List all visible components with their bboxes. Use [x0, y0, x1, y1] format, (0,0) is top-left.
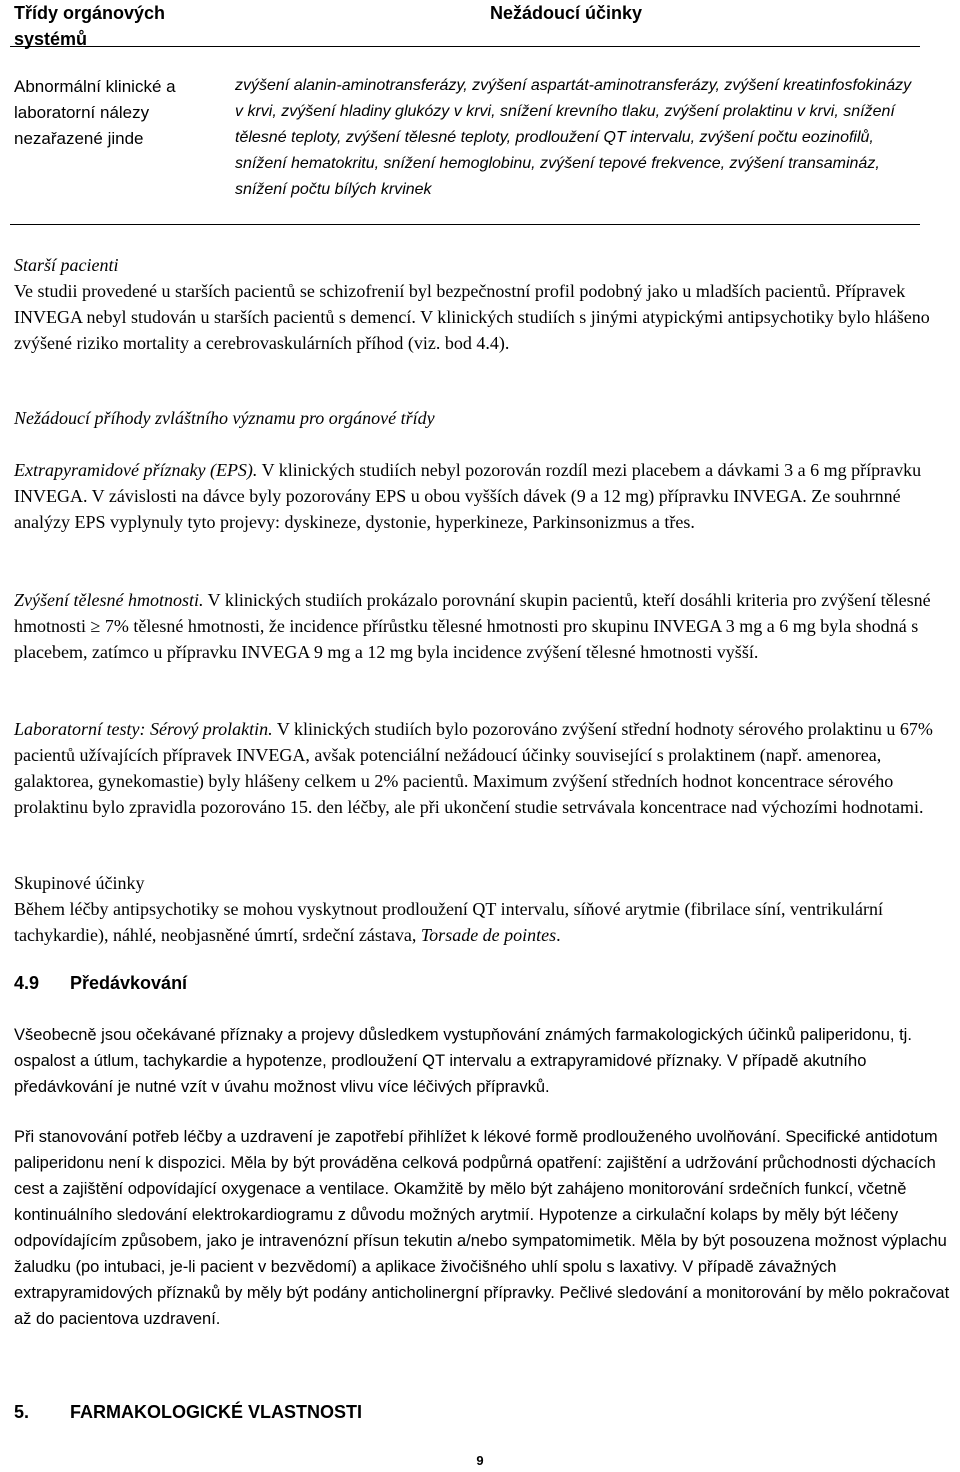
overdose-paragraph-2: Při stanovování potřeb léčby a uzdravení je zapotřebí přihlížet k lékové formě prodlouženého uvolňování. Specifické antidotum paliperidonu není k dispozici. Měla by být prováděna celková podpůrná opatření: zajištění a udržování průchodnosti dýchacích cest a zajištění odpovídající oxygenace a ventilace. Okamžitě by mělo být zahájeno monitorování srdečních funkcí, včetně kontinuálního sledování elektrokardiogramu z důvodu možných arytmií. Hypotenze a cirkulační kolaps by měly být léčeny odpovídajícím způsobem, jako je intravenózní přísun tekutin a/nebo sympatomimetik. Měla by být posouzena možnost výplachu žaludku (po intubaci, je-li pacient v bezvědomí) a aplikace živočišného uhlí spolu s laxativy. V případě závažných extrapyramidových příznaků by měly být podány anticholinergní přípravky. Pečlivé sledování a monitorování by mělo pokračovat až do pacientova uzdravení.	[14, 1128, 950, 1328]
weight-text-b: 7% tělesné hmotnosti, že incidence přírůstku tělesné hmotnosti pro skupinu INVEGA 3 mg a 6 mg byla shodná s placebem, zatímco u přípravku INVEGA 9 mg a 12 mg byla incidence zvýšení tělesné hmotnosti vyšší.	[14, 616, 919, 662]
section-4-9-heading	[14, 970, 187, 996]
organ-class-cell: Abnormální klinické a laboratorní nálezy nezařazené jinde	[14, 77, 176, 148]
table-header-row	[10, 0, 920, 47]
eps-paragraph	[14, 457, 954, 535]
greater-equal-symbol: ≥	[90, 616, 101, 636]
section-number: 4.9	[14, 973, 40, 993]
section-number: 5.	[14, 1402, 30, 1422]
elderly-title: Starší pacienti	[14, 255, 119, 275]
class-effects-section	[14, 870, 954, 948]
weight-paragraph	[14, 587, 954, 665]
weight-lead: Zvýšení tělesné hmotnosti.	[14, 590, 204, 610]
prolactin-paragraph	[14, 716, 954, 820]
header-organ-class: Třídy orgánových systémů	[14, 3, 166, 49]
page-number: 9	[476, 1453, 484, 1468]
adverse-effects-table	[10, 0, 920, 225]
section-title: FARMAKOLOGICKÉ VLASTNOSTI	[70, 1402, 362, 1422]
prolactin-lead: Laboratorní testy: Sérový prolaktin.	[14, 719, 273, 739]
eps-text: V klinických studiích nebyl pozorován rozdíl mezi placebem a dávkami 3 a 6 mg přípravku INVEGA. V závislosti na dávce byly pozorovány EPS u obou vyšších dávek (9 a 12 mg) přípravku INVEGA. Ze souhrnné analýzy EPS vyplynuly tyto projevy: dyskineze, dystonie, hyperkineze, Parkinsonizmus a třes.	[14, 460, 922, 532]
table-row	[10, 47, 920, 225]
elderly-text: Ve studii provedené u starších pacientů se schizofrenií byl bezpečnostní profil podobný jako u mladších pacientů. Přípravek INVEGA nebyl studován u starších pacientů s demencí. V klinických studiích s jinými atypickými antipsychotiky bylo hlášeno zvýšené riziko mortality a cerebrovaskulárních příhod (viz. bod 4.4).	[14, 281, 930, 353]
adverse-effects-cell: zvýšení alanin-aminotransferázy, zvýšení aspartát-aminotransferázy, zvýšení kreatinfosfokinázy v krvi, zvýšení hladiny glukózy v krvi, snížení krevního tlaku, zvýšení prolaktinu v krvi, snížení tělesné teploty, zvýšení tělesné teploty, prodloužení QT intervalu, zvýšení počtu eozinofilů, snížení hematokritu, snížení hemoglobinu, zvýšení tepové frekvence, zvýšení transamináz, snížení počtu bílých krvinek	[235, 77, 912, 198]
header-adverse-effects: Nežádoucí účinky	[490, 3, 643, 23]
eps-lead: Extrapyramidové příznaky (EPS).	[14, 460, 258, 480]
class-effects-text	[14, 896, 954, 948]
elderly-section	[14, 252, 954, 356]
section-5-heading	[14, 1399, 362, 1425]
prolactin-text: V klinických studiích bylo pozorováno zvýšení střední hodnoty sérového prolaktinu u 67% pacientů užívajících přípravek INVEGA, avšak potenciální nežádoucí účinky související s prolaktinem (např. amenorea, galaktorea, gynekomastie) byly hlášeny celkem u 2% pacientů. Maximum zvýšení středních hodnot koncentrace sérového prolaktinu bylo zpravidla pozorováno 15. den léčby, ale při ukončení studie setrvávala koncentrace nad výchozími hodnotami.	[14, 719, 933, 817]
weight-text-a: V klinických studiích prokázalo porovnání skupin pacientů, kteří dosáhli kriteria pro zvýšení tělesné hmotnosti	[14, 590, 931, 636]
overdose-paragraph-1: Všeobecně jsou očekávané příznaky a projevy důsledkem vystupňování známých farmakologických účinků paliperidonu, tj. ospalost a útlum, tachykardie a hypotenze, prodloužení QT intervalu a extrapyramidové příznaky. V případě akutního předávkování je nutné vzít v úvahu možnost vlivu více léčivých přípravků.	[14, 1026, 912, 1096]
section-title: Předávkování	[70, 973, 188, 993]
torsade-term: Torsade de pointes	[420, 925, 557, 945]
class-effects-title: Skupinové účinky	[14, 873, 145, 893]
class-effects-end: .	[556, 925, 561, 945]
class-effects-body: Během léčby antipsychotiky se mohou vyskytnout prodloužení QT intervalu, síňové arytmie (fibrilace síní, ventrikulární tachykardie), náhlé, neobjasněné úmrtí, srdeční zástava,	[14, 899, 883, 945]
special-interest-title: Nežádoucí příhody zvláštního významu pro orgánové třídy	[14, 408, 435, 428]
